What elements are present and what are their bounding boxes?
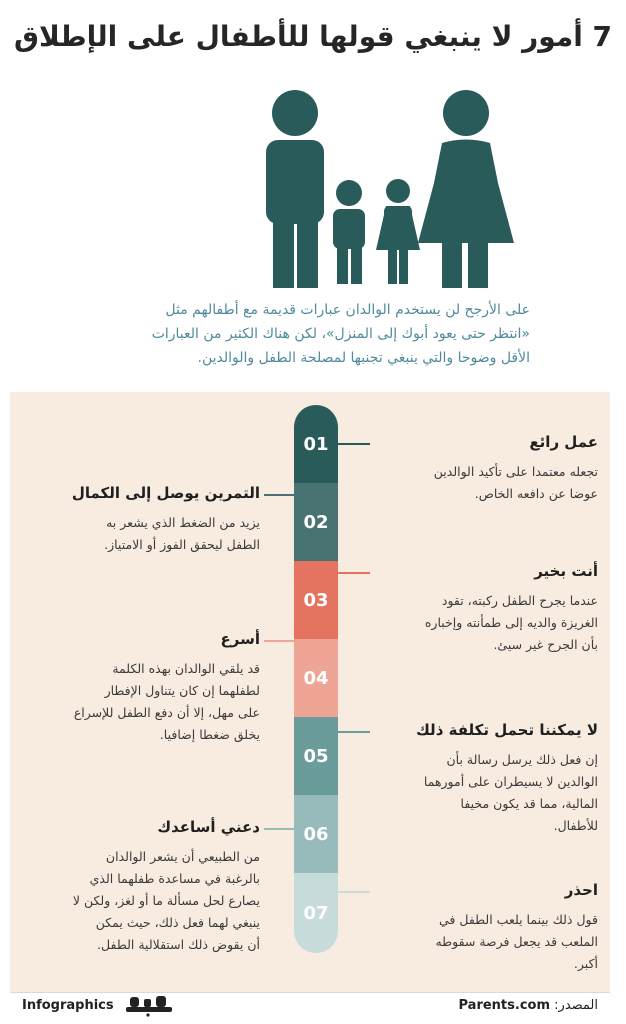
item-description: يزيد من الضغط الذي يشعر به الطفل ليحقق الفوز أو الامتياز.: [104, 515, 260, 552]
item-heading: التمرين يوصل إلى الكمال: [71, 484, 260, 502]
source-value: Parents.com: [458, 998, 551, 1013]
item-01: [376, 433, 598, 505]
segment-05: 05: [294, 717, 338, 795]
item-description: قول ذلك بينما يلعب الطفل في الملعب قد يجعل فرصة سقوطه أكبر.: [435, 912, 598, 971]
item-description: إن فعل ذلك يرسل رسالة بأن الوالدين لا يسيطران على أمورهما المالية، مما قد يكون مخيفا للأطفال.: [423, 752, 598, 833]
item-description: قد يلقي الوالدان بهذه الكلمة لطفلهما إن كان يتناول الإفطار على مهل، إلا أن دفع الطفل للإسراع يخلق ضغطا إضافيا.: [73, 661, 260, 742]
connector-07: [338, 891, 370, 893]
item-heading: دعني أساعدك: [157, 818, 260, 836]
item-heading: لا يمكننا تحمل تكلفة ذلك: [416, 721, 598, 739]
segment-03: 03: [294, 561, 338, 639]
item-02: [18, 484, 260, 556]
connector-06: [264, 828, 294, 830]
footer-brand: Infographics: [22, 998, 114, 1013]
footer-source: [250, 998, 598, 1013]
segment-06: 06: [294, 795, 338, 873]
item-description: عندما يجرح الطفل ركبته، تقود الغريزة والديه إلى طمأنته وإخباره بأن الجرح غير سيئ.: [424, 593, 598, 652]
item-06: [18, 818, 260, 956]
segment-02: 02: [294, 483, 338, 561]
item-heading: أسرع: [220, 630, 260, 648]
logo-mark: [124, 993, 174, 1017]
family-icon: [262, 88, 522, 288]
item-heading: عمل رائع: [529, 433, 598, 451]
item-04: [18, 630, 260, 746]
item-07: [376, 881, 598, 975]
segment-01: 01: [294, 405, 338, 483]
item-description: تجعله معتمدا على تأكيد الوالدين عوضا عن دافعه الخاص.: [433, 464, 598, 501]
page-title: 7 أمور لا ينبغي قولها للأطفال على الإطلاق: [13, 20, 613, 53]
item-heading: أنت بخير: [534, 562, 598, 580]
connector-05: [338, 731, 370, 733]
intro-line-3: الأقل وضوحا والتي ينبغي تجنبها لمصلحة الطفل والوالدين.: [197, 350, 530, 366]
item-heading: احذر: [564, 881, 598, 899]
connector-04: [264, 640, 294, 642]
intro-line-2: «انتظر حتى يعود أبوك إلى المنزل»، لكن هناك الكثير من العبارات: [151, 326, 530, 342]
source-label: المصدر:: [554, 998, 598, 1013]
item-description: من الطبيعي أن يشعر الوالدان بالرغبة في مساعدة طفلهما الذي يصارع لحل مسألة ما أو لغز، ولكن لا ينبغي لهما فعل ذلك، حيث يمكن أن يقوض ذلك استقلالية الطفل.: [72, 849, 260, 952]
segment-04: 04: [294, 639, 338, 717]
item-05: [376, 721, 598, 837]
item-03: [376, 562, 598, 656]
intro-line-1: على الأرجح لن يستخدم الوالدان عبارات قديمة مع أطفالهم مثل: [165, 302, 530, 318]
footer-divider: [10, 992, 610, 993]
segment-07: 07: [294, 873, 338, 953]
connector-02: [264, 494, 294, 496]
connector-01: [338, 443, 370, 445]
intro-paragraph: [100, 298, 530, 370]
timeline-bar: [294, 405, 338, 953]
connector-03: [338, 572, 370, 574]
